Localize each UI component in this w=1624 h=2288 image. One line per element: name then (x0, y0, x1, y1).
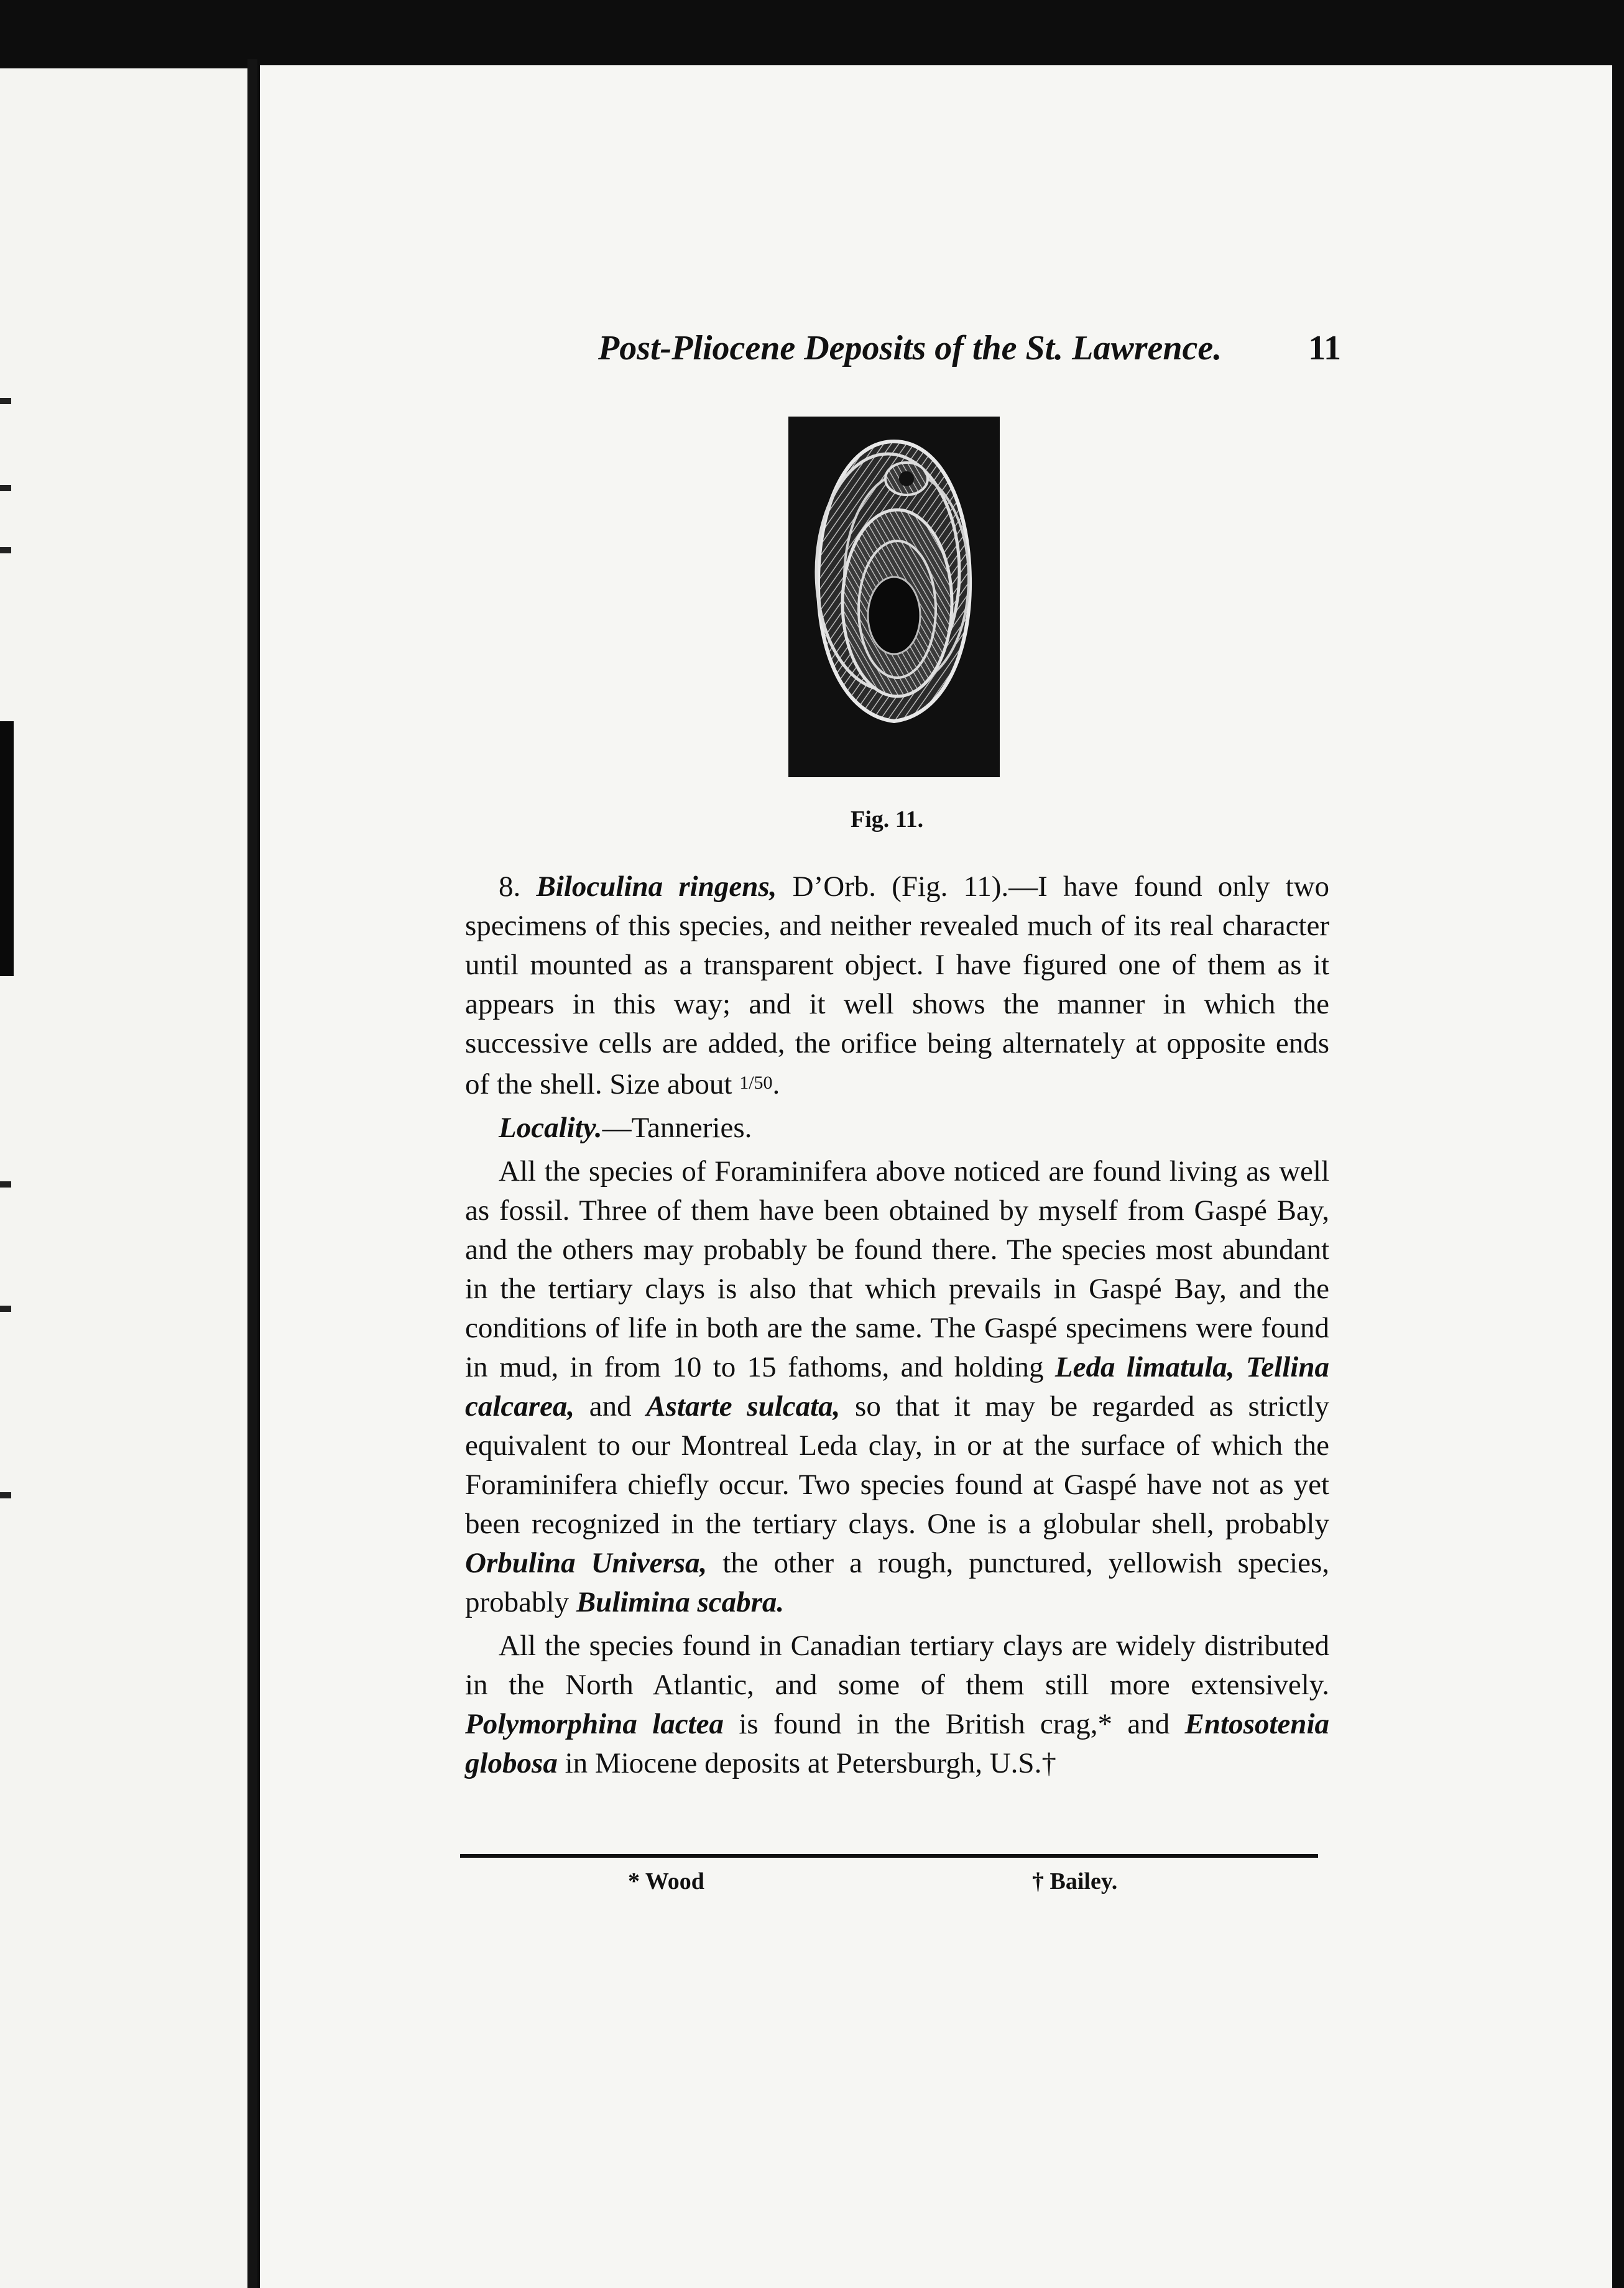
text-run: and (574, 1390, 647, 1423)
gutter-mark (0, 1181, 11, 1188)
text-run: 8. (499, 870, 537, 903)
italic-run: Locality. (499, 1112, 602, 1144)
text-run: All the species of Foraminifera above noticed are found living as well as fossil. Three of them have been obtained by myself from Gaspé Bay, and the others may probably be found there. The species most abundant in the tertiary clays is also that which prevails in Gaspé Bay, and the conditions of life in both are the same. The Gaspé specimens were found in mud, in from 10 to 15 fathoms, and holding (465, 1155, 1329, 1383)
running-head (598, 328, 1341, 378)
text-run: the other a rough, punctured, yellowish species, probably (465, 1547, 1329, 1618)
gutter-mark (0, 1492, 11, 1498)
italic-run: Biloculina ringens, (536, 870, 777, 903)
footnote-wood: * Wood (628, 1868, 704, 1894)
figure-11-biloculina-shell (788, 417, 1000, 777)
text-run: D’Orb. (Fig. 11).—I have found only two specimens of this species, and neither revealed much of its real character until mounted as a transparent object. I have figured one of them as it appears in this way; and it well shows the manner in which the successive cells are added, the orifice being alternately at opposite ends of the shell. Size about (465, 870, 1330, 1100)
italic-run: Astarte sulcata, (646, 1390, 841, 1423)
text-run: . (772, 1068, 780, 1100)
shell-illustration (788, 417, 1000, 777)
paragraph (465, 867, 1329, 1104)
text-run: in Miocene deposits at Petersburgh, U.S.† (557, 1747, 1056, 1779)
text-run: so that it may be regarded as strictly equivalent to our Montreal Leda clay, in or at the surface of which the Foraminifera chiefly occur. Two species found at Gaspé have not as yet been recognized in the tertiary clays. One is a globular shell, probably (465, 1390, 1329, 1540)
italic-run: Leda limatula, Tellina calcarea, (465, 1351, 1329, 1423)
body-text (465, 867, 1329, 1788)
paragraph (465, 1152, 1329, 1622)
italic-run: Entosotenia globosa (465, 1708, 1329, 1779)
gutter-mark (0, 547, 11, 553)
left-page-margin (0, 68, 254, 2288)
page-edge-tab (0, 721, 14, 976)
text-run: is found in the British crag,* and (723, 1708, 1185, 1740)
book-spine (247, 59, 257, 2288)
fraction: 1/50 (739, 1072, 773, 1093)
paragraph (465, 1626, 1329, 1783)
paragraph (465, 1109, 1329, 1148)
gutter-mark (0, 485, 11, 491)
gutter-mark (0, 1306, 11, 1312)
italic-run: Polymorphina lactea (465, 1708, 724, 1740)
italic-run: Bulimina scabra. (576, 1586, 785, 1618)
running-head-title: Post-Pliocene Deposits of the St. Lawrence. (598, 329, 1222, 367)
text-run: All the species found in Canadian tertiary clays are widely distributed in the North Atlantic, and some of them still more extensively. (465, 1630, 1329, 1701)
italic-run: Orbulina Universa, (465, 1547, 708, 1579)
text-run: —Tanneries. (602, 1112, 752, 1144)
gutter-mark (0, 398, 11, 404)
footnote-bailey: † Bailey. (1032, 1868, 1118, 1894)
figure-caption: Fig. 11. (851, 806, 924, 833)
footnote-rule (460, 1854, 1318, 1858)
page-number: 11 (1308, 329, 1341, 367)
